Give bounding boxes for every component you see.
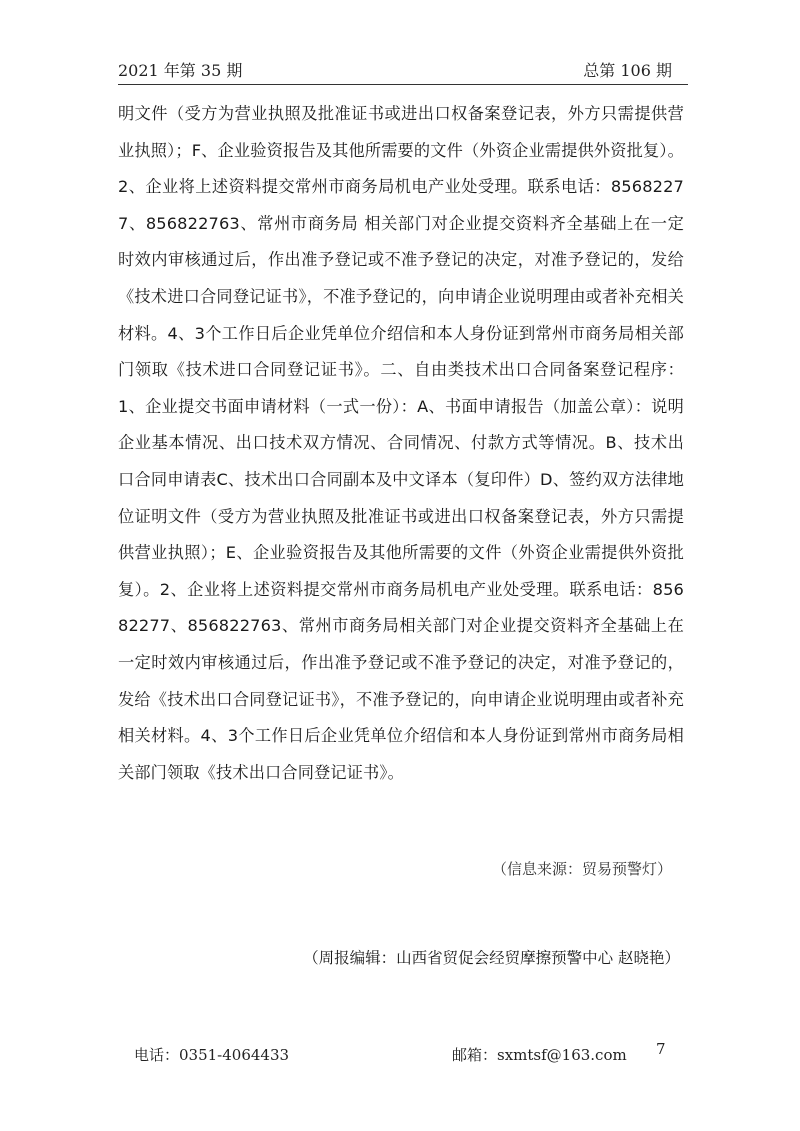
footer-email: 邮箱：sxmtsf@163.com bbox=[452, 1046, 627, 1064]
article-body: 明文件（受方为营业执照及批准证书或进出口权备案登记表，外方只需提供营业执照）；F、企业验资报告及其他所需要的文件（外资企业需提供外资批复）。2、企业将上述资料提交常州市商务局机电产业处受理。联系电话：85682277、856822763、常州市商务局 相关部门对企业提交资料齐全基础上在一定时效内审核通过后，作出准予登记或不准予登记的决定，对准予登记的，发给《技术进口合同登记证书》，不准予登记的，向申请企业说明理由或者补充相关材料。4、3个工作日后企业凭单位介绍信和本人身份证到常州市商务局相关部门领取《技术进口合同登记证书》。二、自由类技术出口合同备案登记程序：1、企业提交书面申请材料（一式一份）：A、书面申请报告（加盖公章）：说明企业基本情况、出口技术双方情况、合同情况、付款方式等情况。B、技术出口合同申请表C、技术出口合同副本及中文译本（复印件）D、签约双方法律地位证明文件（受方为营业执照及批准证书或进出口权备案登记表，外方只需提供营业执照）；E、企业验资报告及其他所需要的文件（外资企业需提供外资批复）。2、企业将上述资料提交常州市商务局机电产业处受理。联系电话：85682277、856822763、常州市商务局相关部门对企业提交资料齐全基础上在一定时效内审核通过后，作出准予登记或不准予登记的决定，对准予登记的，发给《技术出口合同登记证书》，不准予登记的，向申请企业说明理由或者补充相关材料。4、3个工作日后企业凭单位介绍信和本人身份证到常州市商务局相关部门领取《技术出口合同登记证书》。 bbox=[118, 104, 684, 782]
editor-note: （周报编辑：山西省贸促会经贸摩擦预警中心 赵晓艳） bbox=[303, 949, 680, 967]
page-number: 7 bbox=[656, 1040, 666, 1058]
issue-number: 2021 年第 35 期 bbox=[118, 61, 243, 80]
footer-phone: 电话：0351-4064433 bbox=[134, 1046, 290, 1064]
source-note: （信息来源：贸易预警灯） bbox=[491, 860, 672, 878]
total-issue-number: 总第 106 期 bbox=[583, 61, 672, 80]
header-divider bbox=[118, 84, 688, 85]
